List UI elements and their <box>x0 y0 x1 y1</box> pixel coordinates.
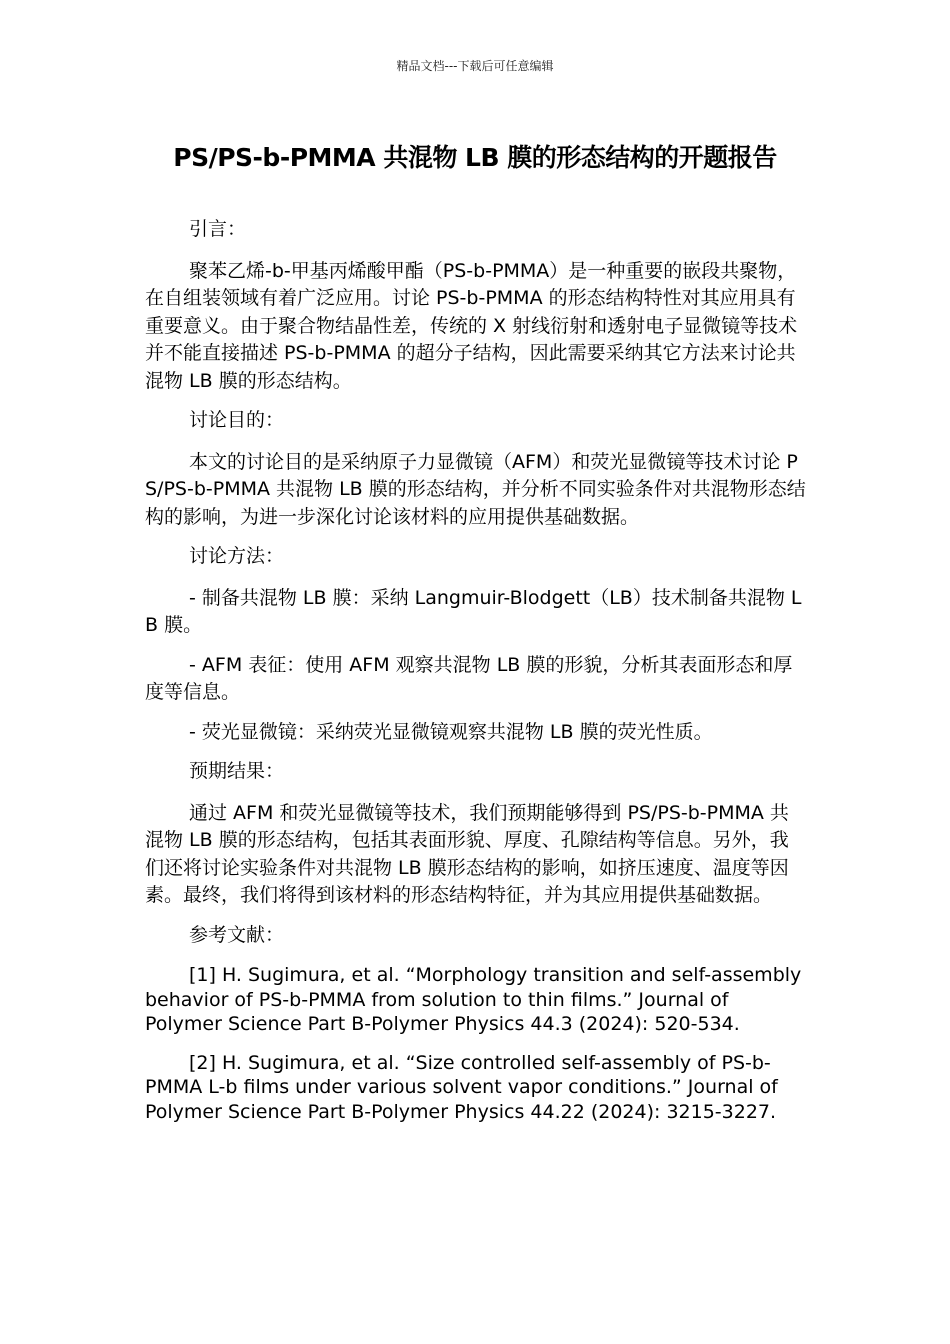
intro-heading: 引言： <box>189 218 247 240</box>
results-paragraph: 通过 AFM 和荧光显微镜等技术，我们预期能够得到 PS/PS-b-PMMA 共混物 LB 膜的形态结构，包括其表面形貌、厚度、孔隙结构等信息。另外，我们还将讨论实验条件对共混物 LB 膜形态结构的影响，如挤压速度、温度等因素。最终，我们将得到该材料的形态结构特征，并为其应用提供基础数据。 <box>145 801 789 906</box>
method-item-preparation: - 制备共混物 LB 膜：采纳 Langmuir-Blodgett（LB）技术制备共混物 LB 膜。 <box>145 586 802 636</box>
document-body <box>145 216 807 1138</box>
intro-paragraph: 聚苯乙烯-b-甲基丙烯酸甲酯（PS-b-PMMA）是一种重要的嵌段共聚物，在自组装领域有着广泛应用。讨论 PS-b-PMMA 的形态结构特性对其应用具有重要意义。由于聚合物结晶性差，传统的 X 射线衍射和透射电子显微镜等技术并不能直接描述 PS-b-PMMA 的超分子结构，因此需要采纳其它方法来讨论共混物 LB 膜的形态结构。 <box>145 259 798 392</box>
reference-item: [1] H. Sugimura, et al. “Morphology transition and self-assembly behavior of PS-b-PMMA from solution to thin films.” Journal of Polymer Science Part B-Polymer Physics 44.3 (2024): 520-534. <box>145 964 802 1035</box>
purpose-heading: 讨论目的： <box>189 409 285 431</box>
results-heading: 预期结果： <box>189 760 285 782</box>
method-heading: 讨论方法： <box>189 545 285 567</box>
page-header: 精品文档---下载后可任意编辑 <box>396 59 554 73</box>
references-heading: 参考文献： <box>189 923 285 946</box>
purpose-paragraph: 本文的讨论目的是采纳原子力显微镜（AFM）和荧光显微镜等技术讨论 PS/PS-b-PMMA 共混物 LB 膜的形态结构，并分析不同实验条件对共混物形态结构的影响，为进一步深化讨论该材料的应用提供基础数据。 <box>145 450 806 528</box>
method-item-fluorescence: - 荧光显微镜：采纳荧光显微镜观察共混物 LB 膜的荧光性质。 <box>189 720 713 743</box>
document-title: PS/PS-b-PMMA 共混物 LB 膜的形态结构的开题报告 <box>173 143 777 172</box>
method-item-afm: - AFM 表征：使用 AFM 观察共混物 LB 膜的形貌，分析其表面形态和厚度等信息。 <box>145 653 793 703</box>
reference-item: [2] H. Sugimura, et al. “Size controlled self-assembly of PS-b-PMMA L-b films under various solvent vapor conditions.” Journal of Polymer Science Part B-Polymer Physics 44.22 (2024): 3215-3227. <box>145 1051 778 1123</box>
